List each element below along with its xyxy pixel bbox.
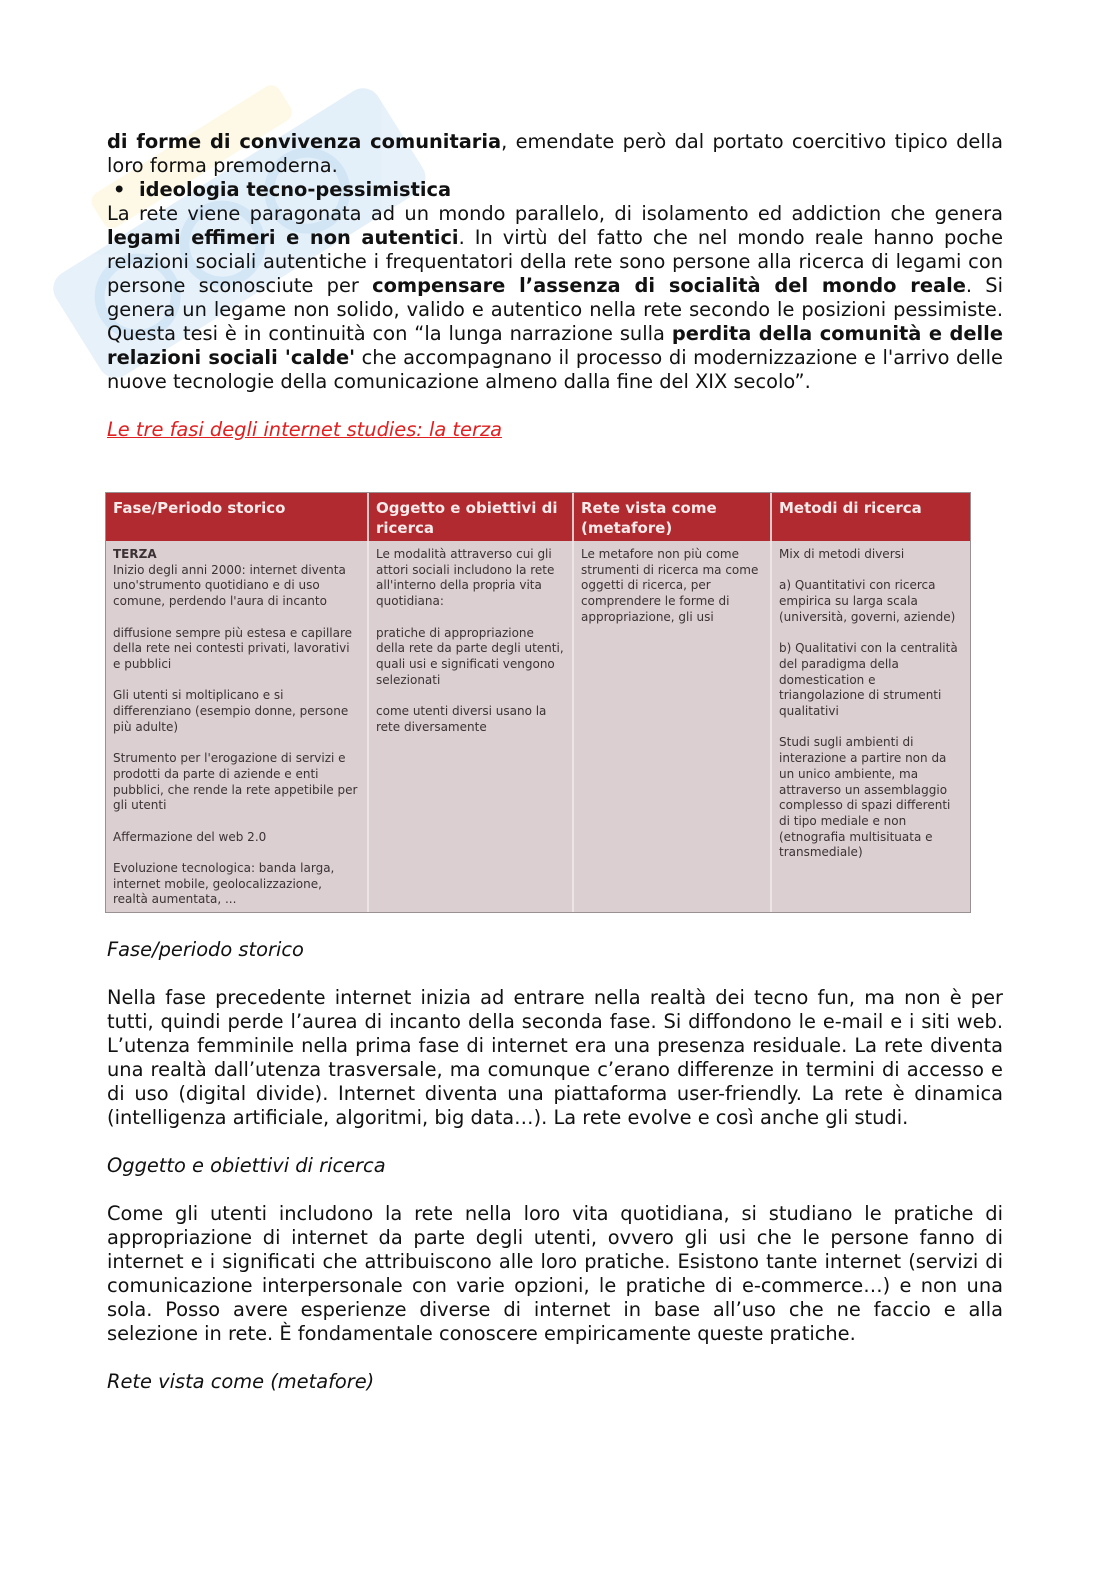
phases-table <box>105 492 971 913</box>
section-heading: Oggetto e obiettivi di ricerca <box>107 1154 386 1177</box>
table-header-row <box>106 493 970 541</box>
table-header: Oggetto e obiettivi di ricerca <box>368 493 573 541</box>
table-cell-methods: Mix di metodi diversi a) Quantitativi con ricerca empirica su larga scala (università, governi, aziende) b) Qualitativi con la centralità del paradigma della domestication e triangolazione di strumenti qualitativi Studi sugli ambienti di interazione a partire non da un unico ambiente, ma attraverso un assemblaggio complesso di spazi differenti di tipo mediale e non (etnografia multisituata e transmediale) <box>771 541 970 913</box>
pessimism-paragraph: La rete viene paragonata ad un mondo parallelo, di isolamento ed addiction che genera legami effimeri e non autentici. In virtù del fatto che nel mondo reale hanno poche relazioni sociali autentiche i frequentatori della rete sono persone alla ricerca di legami con persone sconosciute per compensare l’assenza di socialità del mondo reale. Si genera un legame non solido, valido e autentico nella rete secondo le posizioni pessimiste. Questa tesi è in continuità con “la lunga narrazione sulla perdita della comunità e delle relazioni sociali 'calde' che accompagnano il processo di modernizzazione e l'arrivo delle nuove tecnologie della comunicazione almeno dalla fine del XIX secolo”. <box>107 202 1004 393</box>
phase-title: TERZA <box>113 547 157 561</box>
table-header: Fase/Periodo storico <box>106 493 368 541</box>
table-cell-object: Le modalità attraverso cui gli attori sociali includono la rete all'interno della propria vita quotidiana: pratiche di appropriazione della rete da parte degli utenti, quali usi e significati vengono selezionati come utenti diversi usano la rete diversamente <box>368 541 573 913</box>
section-heading: Fase/periodo storico <box>107 938 304 961</box>
intro-paragraph: di forme di convivenza comunitaria, emendate però dal portato coercitivo tipico della loro forma premoderna. <box>107 130 1003 177</box>
section-heading: Rete vista come (metafore) <box>107 1370 375 1393</box>
section-link[interactable]: Le tre fasi degli internet studies: la terza <box>107 418 502 441</box>
document-body <box>107 130 1003 442</box>
document-body-lower <box>107 938 1003 1394</box>
section-paragraph: Nella fase precedente internet inizia ad entrare nella realtà dei tecno fun, ma non è per tutti, quindi perde l’aurea di incanto della seconda fase. Si diffondono le e-mail e i siti web. L’utenza femminile nella prima fase di internet era una presenza residuale. La rete diventa una realtà dall’utenza trasversale, ma comunque c’erano differenze in termini di accesso e di uso (digital divide). Internet diventa una piattaforma user-friendly. La rete è dinamica (intelligenza artificiale, algoritmi, big data…). La rete evolve e così anche gli studi. <box>107 986 1003 1129</box>
bullet-item: • ideologia tecno-pessimistica <box>113 178 452 201</box>
bullet-dot-icon: • <box>113 178 126 201</box>
table-header: Rete vista come (metafore) <box>573 493 771 541</box>
table-cell-phase: TERZA Inizio degli anni 2000: internet diventa uno'strumento quotidiano e di uso comune, perdendo l'aura di incanto diffusione sempre più estesa e capillare della rete nei contesti privati, lavorativi e pubblici Gli utenti si moltiplicano e si differenziano (esempio donne, persone più adulte) Strumento per l'erogazione di servizi e prodotti da parte di aziende e enti pubblici, che rende la rete appetibile per gli utenti Affermazione del web 2.0 Evoluzione tecnologica: banda larga, internet mobile, geolocalizzazione, realtà aumentata, ... <box>106 541 368 913</box>
table-row <box>106 541 970 913</box>
table-header: Metodi di ricerca <box>771 493 970 541</box>
table-cell-metaphor: Le metafore non più come strumenti di ricerca ma come oggetti di ricerca, per comprendere le forme di appropriazione, gli usi <box>573 541 771 913</box>
section-paragraph: Come gli utenti includono la rete nella loro vita quotidiana, si studiano le pratiche di appropriazione di internet da parte degli utenti, ovvero gli usi che le persone fanno di internet e i significati che attribuiscono alle loro pratiche. Esistono tante internet (servizi di comunicazione interpersonale con varie opzioni, le pratiche di e-commerce…) e non una sola. Posso avere esperienze diverse di internet in base all’uso che ne faccio e alla selezione in rete. È fondamentale conoscere empiricamente queste pratiche. <box>107 1202 1003 1345</box>
